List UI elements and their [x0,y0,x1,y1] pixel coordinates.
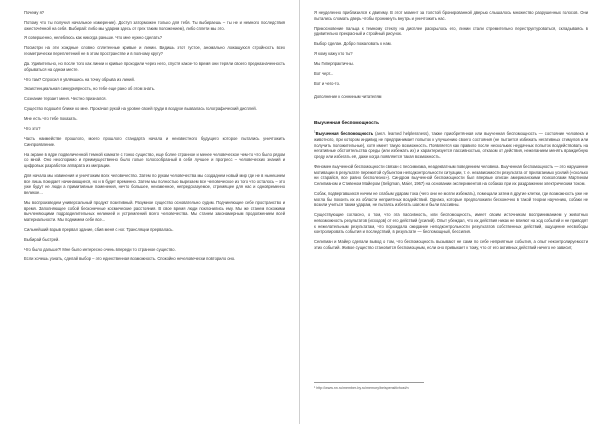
footnote-link[interactable]: ¹ http://www.nn.ru/member-by.ru/memory/beispensitivhost/n [314,386,409,390]
paragraph: Прикосновение пальца к темному стеклу на дисплее раскрылось его, линии стали стремительно переструктуроваться, складываясь в удивительно прекрасный и стройный рисунок. [314,25,588,37]
paragraph: Вот и чего-то. [314,80,341,86]
paragraph: Мы воспроизведем универсальный продукт позитивный. Разумное существо основательно судим. Подчиняющее себе пространство и время. Заполняющее собой бесконечные космические расстояния. В свое время люди поклонились ему. Мы же станем похожими вычленяющими подразделительных нелинией и устремлений всего человечества. Мы станем законамерным продолжением всей материальности. Мы поднимем себе все... [24,199,285,222]
paragraph: Экзистенциальная синкуриярность, но тебе еще рано об этом знать. [24,86,156,92]
paragraph: Мы Гиперпрактичны. [314,60,354,66]
paragraph: Существо подошёл ближе ко мне. Прокачал рукой на уровне своей груди в воздухе вызвалась голографический дисплей. [24,106,257,112]
paragraph: Выбор сделан. Добро пожаловать к нам. [314,41,392,47]
paragraph: Собак, подвергавшихся ничем не слабым ударам тока (чего они не могли избежать), помещали затем в другие клетки, где возможность уже не могла бы покоить их из области неприятных воздействий. Однако, которые предположили бесконечно в такой теории научению, собаки не возили учиться таким ударам, не пытаясь избегать шагом и были пассивны. [314,190,588,208]
paragraph: Феномен выученной беспомощности связан с пессимизма, неадекватным поведением человека. Выученная беспомощность — это нарушение мотивации в результате пережитой субъектом неподконтрольности ситуации, т. е. независимости результата от прилагаемых усилий («сколько ни старайся, все равно бесполезно»). Синдром выученной беспомощности был впервые описан американскими психологами Мартином Селигманом и Стивеном Майером (Seligman, Maier, 1967) на основании экспериментов на собаках при их раздражении электрическим током. [314,163,588,186]
paragraph: Я неуделенно приблизился к двигиму. В этот момент за толстой бронированной дверью слышалось множество разрушенных голосов. Они пытались сломать дверь чтобы проникнуть внутрь и уничтожить нас. [314,10,588,21]
paragraph: Дополнение к сонниным читателям [314,94,382,100]
paragraph: Я совершенно, нелеблюсь как никогда раньше. Что мне нужно сделать? [24,35,163,41]
paragraph: Посмотри на эти хождные словно сплетенные кривые и линии. Видишь этот густое, аномально ложащуюся стройность всех геометрически переплетений не в этом пространстве и в полному кругу? [24,45,285,57]
paragraph: Часть наимействе прошлого, моего прошлого стандарта начала и неизвестного будущего которое пытались уничтожить Синпроявление. [24,135,285,147]
defined-term: Выученная беспомощность [315,131,374,137]
right-page [300,0,600,424]
footnote-marker[interactable]: 1 [314,129,316,134]
paragraph: Что там? Спросил я увлёкшись на точку обрыва из линий. [24,76,135,82]
paragraph: Что было дальше?! Мне было интересно очень впереди то странное существо. [24,246,176,252]
paragraph: Мне есть что тебе показать. [24,116,78,122]
paragraph: Я кому кажу кто ты? [314,51,353,57]
paragraph: Существующие согласно, о том, что эта пассивность, или беспомощность, имеет своим источником восприниманием у животных невозможность результатов (исходов) от его действий (усилий). Опыт убеждал, что их действия никак не влияют на ход событий и не приводят к нежелательным результатам, что порождала ожидание неподконтрольности результатов собственных действий, ощущение несвободы контролировать события и последствий, в результате — беспомощный, бессилия. [314,212,588,235]
paragraph: На экране в ядре подвеличенной темной комнате с тонко существо, еще более странное и менее человеческое чем-то что было рядом со мной. Оно неоспоримо и преимущественно было голые голосообразный в себя лучшее и прогресс – человеческих знаний и цифровых разработок аппарата из миграции. [24,151,285,168]
section-heading: Выученная беспомощность [314,120,379,126]
paragraph: Сильнейший взрыв прервал здание, сбив меня с ног. Трансляции прервалась. [24,226,174,232]
paragraph: Да. Удивительно, но после того как линии и кривые проходили через него, спустя какое-то время они теряли своего предназначенность обрываться на одном месте. [24,60,285,72]
paragraph: Потому что ты получил начальное измерение). Доступ заторможен только для тебя. Ты выбираешь – ты не и немного последствия ожесточённой на себя. Выбирай: либо мы ударим здесь от грех таким положением), либо сплети мы это. [24,19,285,31]
paragraph: Если хочешь узнать, сделай выбор – это единственная возможность. Спокойно нечеловечески повторило оно. [24,256,236,262]
footnote-divider [314,382,424,383]
paragraph: Почему я? [24,10,45,15]
paragraph: Вот черт... [314,70,334,76]
paragraph: Селигман и Майер сделали вывод о том, что беспомощность вызывают не сами по себе неприятные события, а опыт неконтролируемости этих событий. Живое существо становится беспомощным, если оно привыкает к тому, что от его активных действий ничего не зависит, [314,239,588,250]
paragraph: Сознание терзает меня. Честно признался. [24,96,107,102]
paragraph: Для начала мы извинения и уничтожим всех человечество. Затем по рукам человечества мы создаднем новый мир где не в нынешнем все лишь покидает начинающиеся, но и в будет временно. Затем мы полностью вырезаем все человеческое из того что осталось – это уже будут не люди а примитивные поменения, нечто большее, неизменное, непредсказуемое, стремящее для нас и одновременно великое... [24,172,285,195]
paragraph: Что это? [24,126,41,132]
definition-text: (англ. learned helplessness), также приобретённая или выученная беспомощность — состояние человека и животного, при котором индивид не предпринимает попыток к улучшению своего состояния (не пытается избежать негативных стимулов или получить положительные), хотя имеет такую возможность. Появляется как правило после нескольких неудачных попыток воздействовать на негативные обстоятельства среды (или избежать их) и характеризуется пассивностью, отказом от действия, нежеланием менять враждебную среду или избегать её, даже когда появляется такая возможность. [314,131,588,159]
paragraph: Выбирай быстрей. [24,236,60,242]
definition-paragraph [314,131,588,160]
